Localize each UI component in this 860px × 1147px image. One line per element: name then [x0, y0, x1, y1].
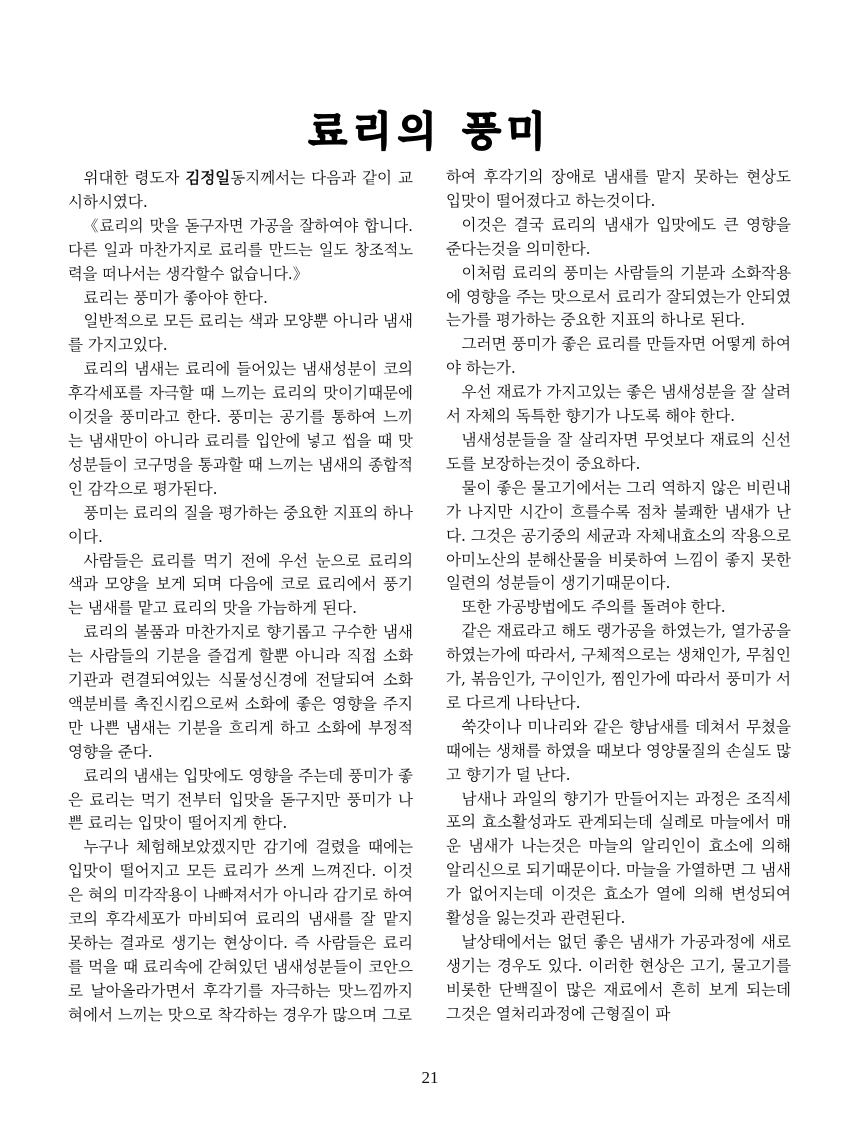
paragraph: 이처럼 료리의 풍미는 사람들의 기분과 소화작용에 영향을 주는 맛으로서 료리가 잘되였는가 안되였는가를 평가하는 중요한 지표의 하나로 된다. — [446, 263, 791, 330]
paragraph: 하여 후각기의 장애로 냄새를 맡지 못하는 현상도 입맛이 떨어졌다고 하는것이다. — [446, 168, 791, 210]
paragraph: 남새나 과일의 향기가 만들어지는 과정은 조직세포의 효소활성과도 관계되는데 실례로 마늘에서 매운 냄새가 나는것은 마늘의 알리인이 효소에 의해 알리신으로 되기때문이다. 마늘을 가열하면 그 냄새가 없어지는데 이것은 효소가 열에 의해 변성되여 활성을 잃는것과 관련된다. — [446, 789, 791, 928]
paragraph: 누구나 체험해보았겠지만 감기에 걸렸을 때에는 입맛이 떨어지고 모든 료리가 쓰게 느껴진다. 이것은 혀의 미각작용이 나빠져서가 아니라 감기로 하여 코의 후각세포가 마비되여 료리의 냄새를 잘 맡지 못하는 결과로 생기는 현상이다. 즉 사람들은 료리를 먹을 때 료리속에 갇혀있던 냄새성분들이 코안으로 날아올라가면서 후각기를 자극하는 맛느낌까지 혀에서 느끼는 맛으로 착각하는 경우가 많으며 그로 — [68, 838, 413, 1024]
paragraph: 료리의 냄새는 입맛에도 영향을 주는데 풍미가 좋은 료리는 먹기 전부터 입맛을 돋구지만 풍미가 나쁜 료리는 입맛이 떨어지게 한다. — [68, 766, 413, 833]
paragraph: 료리는 풍미가 좋아야 한다. — [83, 288, 268, 307]
leader-name: 김정일 — [185, 168, 231, 187]
paragraph: 일반적으로 모든 료리는 색과 모양뿐 아니라 냄새를 가지고있다. — [68, 312, 413, 355]
paragraph: 그러면 풍미가 좋은 료리를 만들자면 어떻게 하여야 하는가. — [446, 335, 791, 378]
paragraph: 료리의 냄새는 료리에 들어있는 냄새성분이 코의 후각세포를 자극할 때 느끼는 료리의 맛이기때문에 이것을 풍미라고 한다. 풍미는 공기를 통하여 느끼는 냄새만이 아니라 료리를 입안에 넣고 씹을 때 맛성분들이 코구멍을 통과할 때 느끼는 냄새의 종합적인 감각으로 평가된다. — [68, 360, 413, 498]
paragraph: 또한 가공방법에도 주의를 돌려야 한다. — [461, 598, 726, 617]
paragraph: 사람들은 료리를 먹기 전에 우선 눈으로 료리의 색과 모양을 보게 되며 다음에 코로 료리에서 풍기는 냄새를 맡고 료리의 맛을 가늠하게 된다. — [68, 551, 413, 618]
paragraph-text: 위대한 령도자 — [83, 169, 186, 187]
paragraph: 같은 재료라고 해도 랭가공을 하였는가, 열가공을 하였는가에 따라서, 구체적으로는 생채인가, 무침인가, 볶음인가, 구이인가, 찜인가에 따라서 풍미가 서로 다르게 나타난다. — [446, 622, 791, 712]
paragraph: 이것은 결국 료리의 냄새가 입맛에도 큰 영향을 준다는것을 의미한다. — [446, 215, 791, 258]
paragraph: 우선 재료가 가지고있는 좋은 냄새성분을 잘 살려서 자체의 독특한 향기가 나도록 해야 한다. — [446, 383, 791, 426]
page-number: 21 — [421, 1068, 439, 1087]
paragraph: 료리의 볼품과 마찬가지로 향기롭고 구수한 냄새는 사람들의 기분을 즐겁게 할뿐 아니라 직접 소화기관과 련결되여있는 식물성신경에 전달되여 소화액분비를 촉진시킴으로써 소화에 좋은 영향을 주지만 나쁜 냄새는 기분을 흐리게 하고 소화에 부정적영향을 준다. — [68, 623, 413, 761]
page-title: 료리의 풍미 — [308, 109, 552, 155]
left-column — [68, 166, 413, 1028]
paragraph: 날상태에서는 없던 좋은 냄새가 가공과정에 새로 생기는 경우도 있다. 이러한 현상은 고기, 물고기를 비롯한 단백질이 많은 재료에서 흔히 보게 되는데 그것은 열처리과정에 근형질이 파 — [446, 933, 791, 1023]
right-column — [446, 166, 791, 1027]
paragraph: 풍미는 료리의 질을 평가하는 중요한 지표의 하나이다. — [68, 503, 413, 546]
paragraph — [68, 166, 413, 215]
quote-paragraph: 《료리의 맛을 돋구자면 가공을 잘하여야 합니다. 다른 일과 마찬가지로 료리를 만드는 일도 창조적노력을 떠나서는 생각할수 없습니다.》 — [68, 216, 413, 283]
paragraph-text: 동지께서는 다음과 같이 교시하시였다. — [68, 169, 413, 211]
paragraph: 물이 좋은 물고기에서는 그리 역하지 않은 비린내가 나지만 시간이 흐를수록 점차 불쾌한 냄새가 난다. 그것은 공기중의 세균과 자체내효소의 작용으로 아미노산의 분해산물을 비롯하여 느낌이 좋지 못한 일련의 성분들이 생기기때문이다. — [446, 478, 791, 593]
paragraph: 쑥갓이나 미나리와 같은 향남새를 데쳐서 무쳤을 때에는 생채를 하였을 때보다 영양물질의 손실도 많고 향기가 덜 난다. — [446, 717, 791, 784]
paragraph: 냄새성분들을 잘 살리자면 무엇보다 재료의 신선도를 보장하는것이 중요하다. — [446, 430, 791, 473]
